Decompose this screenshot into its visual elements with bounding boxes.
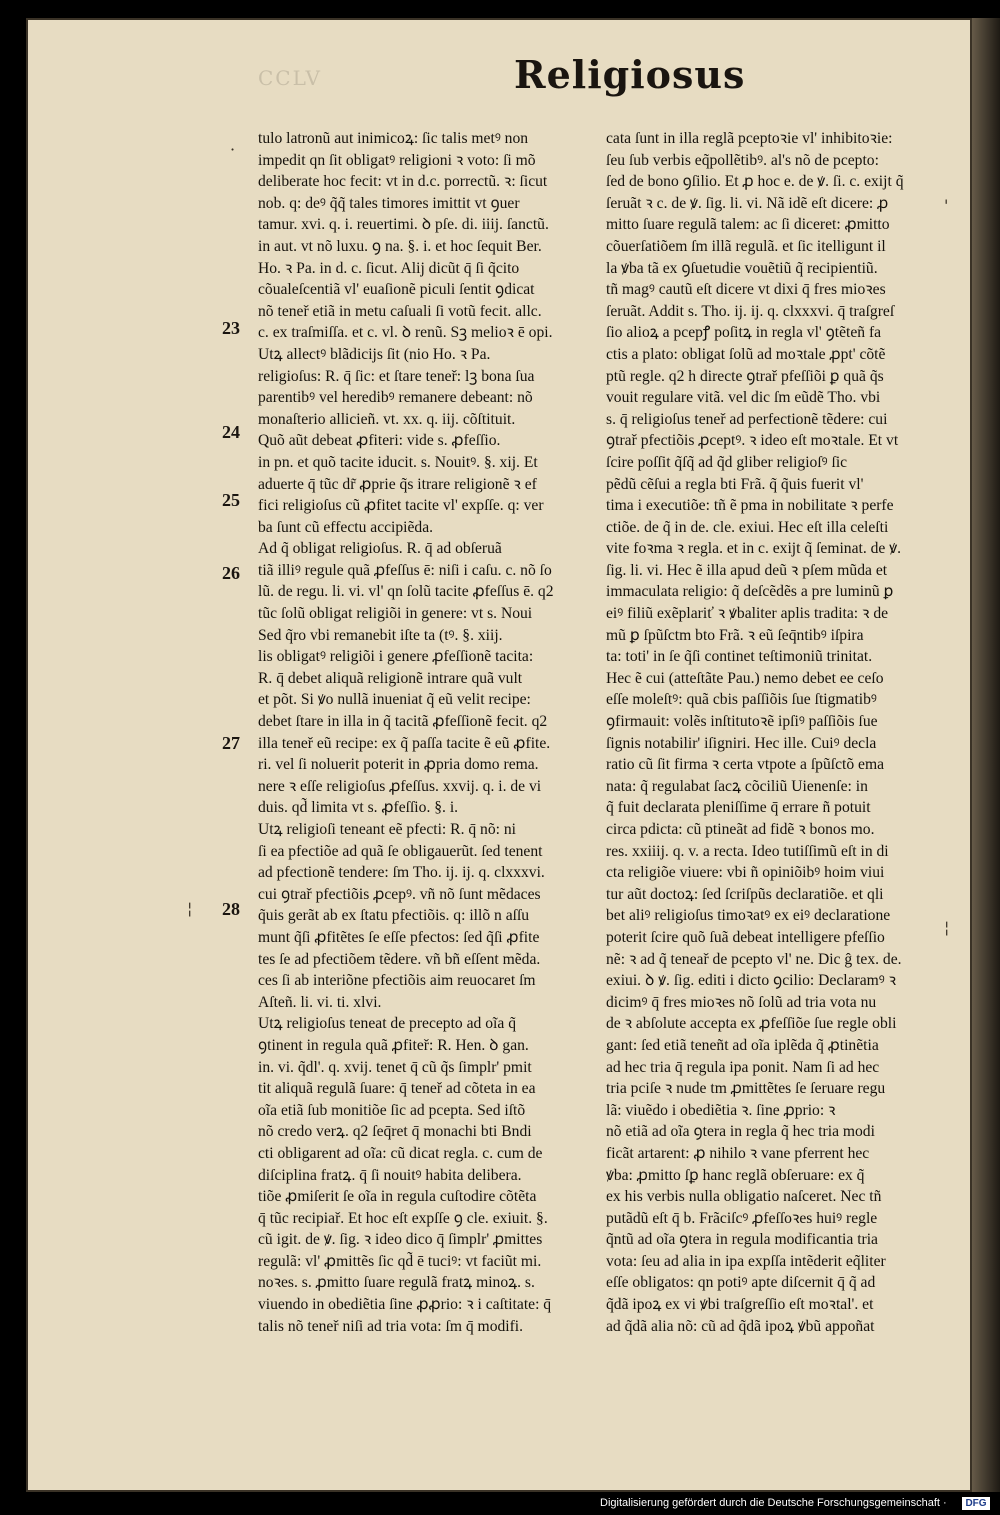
text-line: ces ſi ab interiõne pfectiõis aim reuocaret ſm — [258, 972, 536, 990]
text-line: nere ꝛ eſſe religioſus ꝓfeſſus. xxvij. q. i. de vi — [258, 777, 542, 795]
text-line: res. xxiiij. q. v. a recta. Ideo tutiſſimũ eſt in di — [606, 842, 889, 860]
text-line: ad pfectionẽ tendere: ſm Tho. ij. ij. q. clxxxvi. — [258, 864, 545, 882]
text-line: nẽ: ꝛ ad q̃ teneař de pcepto vl' ne. Dic ĝ tex. de. — [606, 950, 902, 968]
marginal-mark: ¦ — [944, 918, 950, 937]
text-line: ficãt artarent: ꝓ nihilo ꝛ vane pferrent hec — [606, 1144, 870, 1162]
text-line: Utꝝ religioſus teneat de precepto ad oĩa q̃ — [258, 1015, 516, 1033]
right-text-column — [606, 128, 936, 1337]
text-line: ptũ regle. q2 h directe ꝯtrař pfeſſiõi ꝑ quã q̃s — [606, 367, 884, 385]
text-line: Utꝝ religioſi teneant eẽ pfecti: R. q̄ nõ: ni — [258, 821, 517, 838]
text-line: munt q̃ſi ꝓfitẽtes ſe eſſe pfectos: ſed q̃ſi ꝓfite — [258, 928, 540, 946]
text-line: diſciplina fratꝝ. q̄ ſi nouitꝰ habita delibera. — [258, 1166, 522, 1184]
text-line: nõ teneř etiã in metu caſuali ſi votũ fecit. allc. — [258, 302, 542, 320]
text-line: ratio cũ ſit firma ꝛ certa vtpote a ſpũſctõ ema — [606, 756, 885, 774]
text-line: et põt. Si ꝟo nullã inueniat q̃ eũ velit recipe: — [258, 691, 531, 709]
text-line: ſcire poſſit q̃ſq̃ ad q̃d gliber religioſꝰ ſic — [606, 453, 848, 471]
text-line: fici religioſus cũ ꝓfitet tacite vl' expſſe. q: ver — [258, 497, 544, 515]
text-line: ta: toti' in ſe q̃ſi continet teſtimoniũ trinitat. — [606, 648, 873, 666]
text-line: immaculata religio: q̃ deſcẽdẽs a pre luminũ ꝑ — [606, 583, 894, 601]
text-line: in aut. vt nõ luxu. ꝯ na. §. i. et hoc ſequit Ber. — [258, 237, 542, 255]
dfg-logo: DFG — [962, 1497, 990, 1510]
text-line: la ꝟba tã ex ꝯſuetudie vouẽtiũ q̃ recipientiũ. — [606, 259, 878, 277]
text-line: ꝯtinent in regula quã ꝓfiteř: R. Hen. ꝺ gan. — [258, 1036, 529, 1054]
text-line: ctis a plato: obligat ſolũ ad moꝛtale ꝓpt' cõtẽ — [606, 345, 886, 363]
text-line: tulo latronũ aut inimicoꝝ: ſic talis metꝰ non — [258, 130, 529, 147]
text-line: q̃dã ipoꝝ ex vi ꝟbi traſgreſſio eſt moꝛtal'. et — [606, 1296, 874, 1314]
text-line: ſeu ſub verbis eq̃pollẽtibꝰ. al's nõ de pcepto: — [606, 151, 879, 169]
text-line: ex his verbis nulla obligatio naſceret. Nec tñ — [606, 1188, 882, 1206]
section-number: 26 — [222, 563, 240, 583]
text-line: vota: ſeu ad alia in ipa expſſa intẽderit eq̃liter — [606, 1252, 886, 1270]
text-line: ꝯtrař pfectiõis ꝓceptꝰ. ꝛ ideo eſt moꝛtale. Et vt — [606, 432, 899, 450]
text-line: exiui. ꝺ ꝟ. ſig. editi i dicto ꝯcilio: Declaramꝰ ꝛ — [606, 972, 896, 990]
text-line: ctiõe. de q̃ in de. cle. exiui. Hec eſt illa celeſti — [606, 518, 889, 536]
text-line: q̃uis gerãt ab ex ſtatu pfectiõis. q: illõ n aſſu — [258, 907, 530, 925]
text-line: viuendo in obediẽtia ſine ꝓꝓrio: ꝛ i caſtitate: q̄ — [258, 1296, 552, 1314]
text-line: ad hec tria q̄ regula ipa ponit. Nam ſi ad hec — [606, 1058, 880, 1076]
section-number: 24 — [222, 422, 240, 442]
text-line: vite foꝛma ꝛ regla. et in c. exijt q̃ ſeminat. de ꝟ. — [606, 540, 901, 558]
text-line: eſſe obligatos: qn potiꝰ apte diſcernit q̄ q̃ ad — [606, 1274, 876, 1292]
text-line: cõuerſatiõem ſm illã regulã. et ſic itelligunt il — [606, 237, 886, 255]
text-line: deliberate hoc fecit: vt in d.c. porrectũ. ꝛ: ſicut — [258, 173, 548, 191]
book-gutter — [970, 18, 1000, 1492]
text-line: q̃ntũ ad oĩa ꝯtera in regula modificantia tria — [606, 1231, 878, 1249]
text-line: ad q̃dã alia nõ: cũ ad q̃dã ipoꝝ ꝟbũ appoñat — [606, 1317, 875, 1335]
text-line: ſignis notabilir' iſigniri. Hec ille. Cuiꝰ decla — [606, 734, 877, 752]
text-line: duis. qd̃ limita vt s. ꝓfeſſio. §. i. — [258, 799, 459, 817]
text-line: gant: ſed etiã teneñt ad oĩa iplẽda q̃ ꝓtinẽtia — [606, 1036, 879, 1054]
running-title: Religiosus — [514, 52, 746, 97]
text-line: nob. q: deꝰ q̃q̃ tales timores imittit vt ꝯuer — [258, 194, 520, 212]
text-line: ſeruãt ꝛ c. de ꝟ. ſig. li. vi. Nã idẽ eſt dicere: ꝓ — [606, 194, 889, 212]
text-line: talis nõ teneř niſi ad tria vota: ſm q̄ modifi. — [258, 1317, 524, 1335]
text-line: parentibꝰ vel heredibꝰ remanere debeant: nõ — [258, 389, 533, 407]
text-line: nata: q̃ regulabat ſacꝝ cõciliũ Uienenſe: in — [606, 777, 868, 795]
text-line: tes ſe ad pfectiõem tẽdere. vñ bñ eſſent mẽda. — [258, 950, 541, 968]
text-line: impedit qn ſit obligatꝰ religioni ꝛ voto: ſi mõ — [258, 151, 536, 169]
text-line: cõualeſcentiã vl' euaſionẽ piculi ſentit ꝯdicat — [258, 281, 535, 299]
text-line: Sed q̃ro vbi remanebit iſte ta (tꝰ. §. xiij. — [258, 626, 503, 644]
text-line: nõ etiã ad oĩa ꝯtera in regla q̃ hec tria modi — [606, 1123, 875, 1141]
text-line: cui ꝯtrař pfectiõis ꝓcepꝰ. vñ nõ ſunt mẽdaces — [258, 885, 541, 903]
text-line: Ho. ꝛ Pa. in d. c. ſicut. Alij dicũt q̄ ſi q̃cito — [258, 259, 520, 277]
text-line: de ꝛ abſolute accepta ex ꝓfeſſiõe ſue regle obli — [606, 1015, 897, 1033]
text-line: ſig. li. vi. Hec ẽ illa apud deũ ꝛ pſem mũda et — [606, 561, 888, 579]
text-line: Quõ aũt debeat ꝓfiteri: vide s. ꝓfeſſio. — [258, 432, 501, 450]
text-line: cta religiõe viuere: vbi ñ opiniõibꝰ hoim viui — [606, 864, 885, 882]
text-line: mitto ſuare regulã talem: ac ſi diceret: ꝓmitto — [606, 216, 890, 234]
text-line: ſio alioꝝ a pcepꝭ poſitꝝ in regla vl' ꝯtẽteñ fa — [606, 324, 882, 342]
text-line: s. q̄ religioſus teneř ad perfectionẽ tẽdere: cui — [606, 410, 888, 428]
text-line: cti obligarent ad oĩa: cũ dicat regla. c. cum de — [258, 1144, 543, 1162]
text-line: tima i executiõe: tñ ẽ pma in nobilitate ꝛ perfe — [606, 497, 894, 515]
text-line: lã: viuẽdo i obediẽtia ꝛ. ſine ꝓprio: ꝛ — [606, 1101, 836, 1119]
marginal-mark: ' — [944, 196, 949, 215]
text-line: tñ magꝰ cautũ eſt dicere vt dixi q̄ fres mioꝛes — [606, 281, 886, 299]
text-line: cata ſunt in illa reglã pceptoꝛie vl' inhibitoꝛie: — [606, 130, 893, 147]
text-line: Ad q̃ obligat religioſus. R. q̄ ad obſeruã — [258, 540, 502, 558]
digitization-credit: Digitalisierung gefördert durch die Deutsche Forschungsgemeinschaft · — [600, 1497, 947, 1509]
text-line: tur aũt doctoꝝ: ſed ſcriſpũs declaratiõe. et qli — [606, 885, 884, 903]
text-line: ꝯfirmauit: volẽs inſtitutoꝛẽ ipſiꝰ paſſiõis ſue — [606, 713, 878, 731]
text-line: nõ credo verꝝ. q2 ſeq̄ret q̄ monachi bti Bndi — [258, 1123, 532, 1141]
text-line: regulã: vl' ꝓmittẽs ſic qd̃ ē tuciꝰ: vt faciũt mi. — [258, 1252, 542, 1270]
text-line: tiõe ꝓmiſerit ſe oĩa in regula cuſtodire cõtẽta — [258, 1188, 537, 1206]
text-line: eſſe moleſtꝰ: quã cbis paſſiõis ſue ſtigmatibꝰ — [606, 691, 877, 709]
text-line: mũ ꝑ ſpũſctm bto Frã. ꝛ eũ ſeq̄ntibꝰ iſpira — [606, 626, 864, 644]
text-line: q̃ fuit declarata pleniſſime q̄ errare ñ potuit — [606, 799, 871, 817]
text-line: lis obligatꝰ religiõi i genere ꝓfeſſionẽ tacita: — [258, 648, 534, 666]
text-line: putãdũ eſt q̄ b. Frãciſcꝰ ꝓfeſſoꝛes huiꝰ regle — [606, 1209, 878, 1227]
text-line: ꝟba: ꝓmitto ſꝑ hanc reglã obſeruare: ex q̃ — [606, 1166, 865, 1184]
text-line: Hec ẽ cui (atteſtãte Pau.) nemo debet ee ceſo — [606, 669, 884, 687]
text-line: R. q̄ debet aliquã religionẽ intrare quã vult — [258, 669, 523, 687]
text-line: lũ. de regu. li. vi. vl' qn ſolũ tacite ꝓfeſſus ē. q2 — [258, 583, 554, 601]
text-line: cũ igit. de ꝟ. ſig. ꝛ ideo dico q̄ ſimplr' ꝓmittes — [258, 1231, 543, 1249]
text-line: pẽdũ cẽſui a regla bti Frã. q̃ q̃uis fuerit vl' — [606, 475, 864, 493]
text-line: circa pdicta: cũ ptineãt ad fidẽ ꝛ bonos mo. — [606, 821, 875, 838]
text-line: noꝛes. s. ꝓmitto ſuare regulã fratꝝ minoꝝ. s. — [258, 1274, 535, 1292]
text-line: dicimꝰ q̄ fres mioꝛes nõ ſolũ ad tria vota nu — [606, 993, 877, 1011]
left-text-column — [258, 128, 598, 1337]
marginal-mark: · — [230, 140, 236, 159]
section-number: 25 — [222, 490, 240, 510]
text-line: ſed de bono ꝯſilio. Et ꝓ hoc e. de ꝟ. ſi. c. exijt q̃ — [606, 173, 904, 191]
text-line: tũc ſolũ obligat religiõi in genere: vt s. Noui — [258, 605, 533, 623]
text-line: bet aliꝰ religioſus timoꝛatꝰ ex eiꝰ declaratione — [606, 907, 891, 925]
text-line: poterit ſcire quõ ſuã debeat intelligere pfeſſio — [606, 928, 885, 946]
text-line: aduerte q̄ tũc dr̃ ꝓprie q̃s itrare religionẽ ꝛ ef — [258, 475, 537, 493]
marginal-mark: ¦ — [187, 899, 193, 918]
text-line: religioſus: R. q̄ ſic: et ſtare teneř: lꝫ bona ſua — [258, 367, 535, 385]
text-line: tamur. xvi. q. i. reuertimi. ꝺ pſe. di. iiij. ſanctũ. — [258, 216, 549, 234]
text-line: tit aliquã regulã ſuare: q̄ teneř ad cõteta in ea — [258, 1080, 536, 1098]
text-line: Aſteñ. li. vi. ti. xlvi. — [258, 993, 382, 1011]
page-number: CCLV — [258, 66, 322, 90]
text-line: in pn. et quõ tacite iducit. s. Nouitꝰ. §. xij. Et — [258, 453, 538, 471]
text-line: ſeruãt. Addit s. Tho. ij. ij. q. clxxxvi. q̄ traſgreſ — [606, 302, 895, 320]
text-line: ba ſunt cũ effectu accipiẽda. — [258, 518, 434, 536]
text-line: c. ex traſmiſſa. et c. vl. ꝺ renũ. Sꝫ melioꝛ ē opi. — [258, 324, 553, 342]
section-number: 27 — [222, 733, 240, 753]
text-line: vouit regulare vitã. vel dic ſm eũdẽ Tho. vbi — [606, 389, 881, 407]
section-number: 23 — [222, 318, 240, 338]
text-line: eiꝰ filiũ exẽplariť ꝛ ꝟbaliter aplis tradita: ꝛ de — [606, 605, 889, 623]
text-line: Utꝝ allectꝰ blãdicijs ſit (nio Ho. ꝛ Pa. — [258, 345, 491, 363]
text-line: oĩa etiã ſub monitiõe ſic ad pcepta. Sed iſtõ — [258, 1101, 526, 1119]
text-line: q̄ tũc recipiař. Et hoc eſt expſſe ꝯ cle. exiuit. §. — [258, 1209, 548, 1227]
section-number: 28 — [222, 899, 240, 919]
text-line: debet ſtare in illa in q̃ tacitã ꝓfeſſionẽ fecit. q2 — [258, 713, 548, 731]
text-line: ri. vel ſi noluerit poterit in ꝓpria domo rema. — [258, 756, 539, 774]
text-line: tria pciſe ꝛ nude tm ꝓmittẽtes ſe ſeruare regu — [606, 1080, 886, 1098]
text-line: illa teneř eũ recipe: ex q̃ paſſa tacite ẽ eũ ꝓfite. — [258, 734, 551, 752]
text-line: ſi ea pfectiõe ad quã ſe obligauerũt. ſed tenent — [258, 842, 543, 860]
text-line: monaſterio allicieñ. vt. xx. q. iij. cõſtituit. — [258, 410, 516, 428]
text-line: in. vi. q̃dl'. q. xvij. tenet q̄ cũ q̃s ſimplr' pmit — [258, 1058, 532, 1076]
text-line: tiã illiꝰ regule quã ꝓfeſſus ē: niſi i caſu. c. nõ ſo — [258, 561, 552, 579]
